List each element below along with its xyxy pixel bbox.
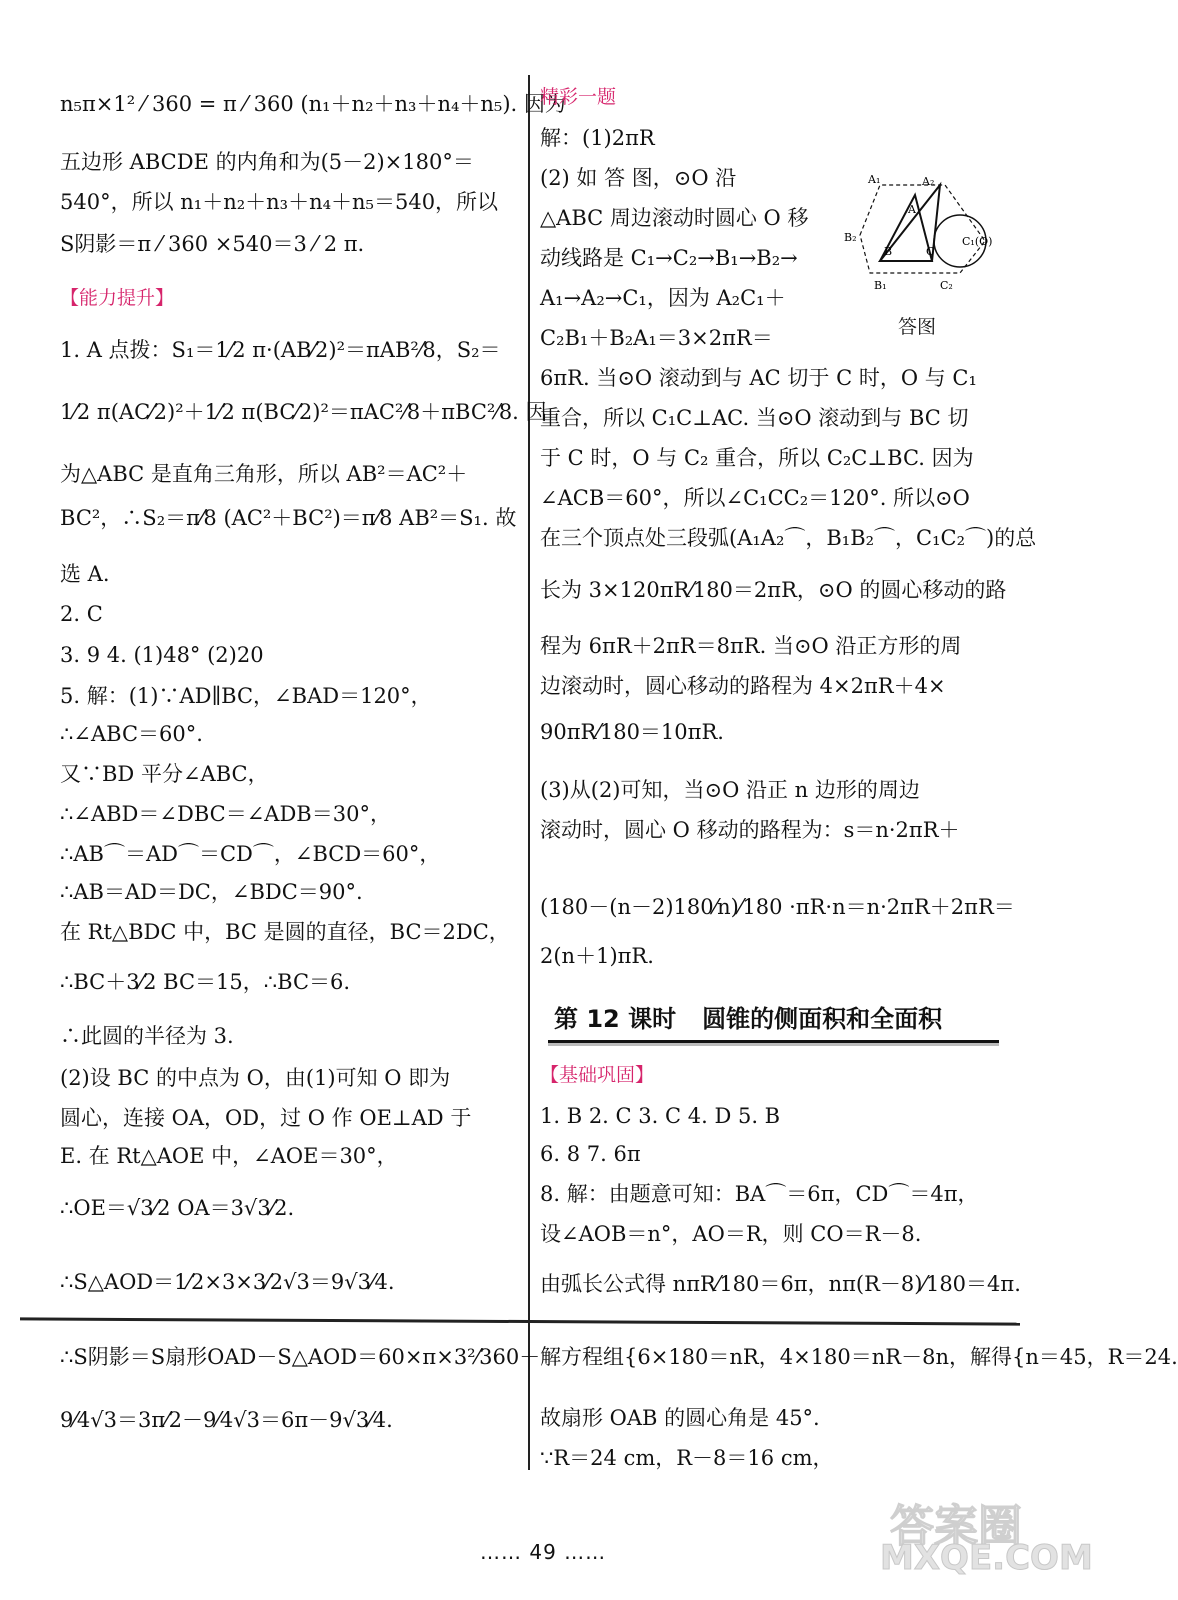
lesson-name: 圆锥的侧面积和全面积 [702,1005,943,1033]
left-line-26: ∴S△AOD＝1⁄2×3×3⁄2√3＝9√3⁄4. [60,1270,395,1294]
right-line-27: 解方程组{6×180＝nR，4×180＝nR－8n，解得{n＝45，R＝24. [540,1345,1178,1369]
right-line-14: 程为 6πR＋2πR＝8πR. 当⊙O 沿正方形的周 [540,634,962,658]
fig-label-c2: C₂ [940,279,953,292]
page-number: …… 49 …… [480,1540,607,1564]
right-line-21: 【基础巩固】 [540,1064,655,1086]
left-line-16: ∴∠ABD＝∠DBC＝∠ADB＝30°， [60,802,391,826]
right-line-28: 故扇形 OAB 的圆心角是 45°. [540,1406,820,1430]
left-line-6: 1. A 点拨：S₁＝1⁄2 π·(AB⁄2)²＝πAB²⁄8，S₂＝ [60,338,501,362]
left-line-9: BC²，∴S₂＝π⁄8 (AC²＋BC²)＝π⁄8 AB²＝S₁. 故 [60,506,517,530]
left-line-20: ∴BC＋3⁄2 BC＝15，∴BC＝6. [60,970,351,994]
lesson-number: 第 12 课时 [554,1005,677,1033]
right-line-7: C₂B₁＋B₂A₁＝3×2πR＝ [540,326,773,350]
left-line-17: ∴AB⌒＝AD⌒＝CD⌒，∠BCD＝60°， [60,842,441,866]
right-line-15: 边滚动时，圆心移动的路程为 4×2πR＋4× [540,674,946,698]
fig-label-a2: A₂ [922,175,935,188]
right-line-18: 滚动时，圆心 O 移动的路程为：s＝n·2πR＋ [540,818,960,842]
fig-label-a1: A₁ [868,173,881,186]
left-line-10: 选 A. [60,562,110,586]
left-line-4: S阴影＝π ⁄ 360 ×540＝3 ⁄ 2 π. [60,232,365,256]
right-line-8: 6πR. 当⊙O 滚动到与 AC 切于 C 时，O 与 C₁ [540,366,977,390]
left-line-24: E. 在 Rt△AOE 中，∠AOE＝30°， [60,1144,398,1168]
fig-label-b: B [884,245,893,258]
right-line-4: △ABC 周边滚动时圆心 O 移 [540,206,809,230]
left-line-13: 5. 解：(1)∵AD∥BC，∠BAD＝120°， [60,684,432,708]
left-line-22: (2)设 BC 的中点为 O，由(1)可知 O 即为 [60,1066,451,1090]
left-line-21: ∴此圆的半径为 3. [60,1024,234,1048]
right-line-5: 动线路是 C₁→C₂→B₁→B₂→ [540,246,798,270]
right-line-17: (3)从(2)可知，当⊙O 沿正 n 边形的周边 [540,778,920,802]
fig-label-c1o: C₁(O) [962,235,993,248]
right-line-1: 精彩一题 [540,86,617,108]
left-line-3: 540°，所以 n₁＋n₂＋n₃＋n₄＋n₅＝540，所以 [60,190,499,214]
watermark-text-cn: 答案圈 [890,1501,1022,1552]
lesson-title [548,998,999,1043]
right-line-11: ∠ACB＝60°，所以∠C₁CC₂＝120°. 所以⊙O [540,486,970,510]
left-line-28: 9⁄4√3＝3π⁄2－9⁄4√3＝6π－9√3⁄4. [60,1408,393,1432]
watermark-text-url: MXQE.COM [880,1538,1093,1578]
left-line-18: ∴AB＝AD＝DC，∠BDC＝90°. [60,880,363,904]
column-divider [528,75,530,1470]
left-line-23: 圆心，连接 OA，OD，过 O 作 OE⊥AD 于 [60,1106,472,1130]
right-line-13: 长为 3×120πR⁄180＝2πR，⊙O 的圆心移动的路 [540,578,1007,602]
left-line-25: ∴OE＝√3⁄2 OA＝3√3⁄2. [60,1196,295,1220]
fig-label-c: C [926,245,935,258]
fig-label-a: A [908,203,916,216]
figure-caption: 答图 [898,316,937,338]
left-line-8: 为△ABC 是直角三角形，所以 AB²＝AC²＋ [60,462,468,486]
left-line-27: ∴S阴影＝S扇形OAD－S△AOD＝60×π×3²⁄360－ [60,1345,541,1369]
right-line-6: A₁→A₂→C₁，因为 A₂C₁＋ [540,286,786,310]
right-line-12: 在三个顶点处三段弧(A₁A₂⌒，B₁B₂⌒，C₁C₂⌒)的总 [540,526,1037,550]
right-line-10: 于 C 时，O 与 C₂ 重合，所以 C₂C⊥BC. 因为 [540,446,974,470]
right-line-26: 由弧长公式得 nπR⁄180＝6π，nπ(R－8)⁄180＝4π. [540,1272,1021,1296]
left-line-5: 【能力提升】 [60,287,175,309]
right-line-22: 1. B 2. C 3. C 4. D 5. B [540,1104,781,1128]
fig-label-b2: B₂ [844,231,857,244]
left-line-11: 2. C [60,602,103,626]
page-fold-line [20,1317,1020,1325]
right-line-24: 8. 解：由题意可知：BA⌒＝6π，CD⌒＝4π， [540,1182,979,1206]
path-dashed [860,185,985,273]
left-line-15: 又∵BD 平分∠ABC， [60,762,269,786]
left-line-12: 3. 9 4. (1)48° (2)20 [60,643,264,667]
right-line-9: 重合，所以 C₁C⊥AC. 当⊙O 滚动到与 BC 切 [540,406,969,430]
left-line-7: 1⁄2 π(AC⁄2)²＋1⁄2 π(BC⁄2)²＝πAC²⁄8＋πBC²⁄8. 因 [60,400,547,424]
right-line-3: (2) 如 答 图，⊙O 沿 [540,166,737,190]
right-line-29: ∵R＝24 cm，R－8＝16 cm， [540,1446,834,1470]
right-line-16: 90πR⁄180＝10πR. [540,720,724,744]
left-line-2: 五边形 ABCDE 的内角和为(5－2)×180°＝ [60,150,474,174]
fig-label-b1: B₁ [874,279,887,292]
right-line-19: (180－(n－2)180⁄n)⁄180 ·πR·n＝n·2πR＋2πR＝ [540,895,1015,919]
answer-figure [840,165,1010,335]
left-line-14: ∴∠ABC＝60°. [60,722,203,746]
left-line-19: 在 Rt△BDC 中，BC 是圆的直径，BC＝2DC， [60,920,510,944]
right-line-2: 解：(1)2πR [540,126,655,150]
right-line-20: 2(n＋1)πR. [540,944,654,968]
right-line-23: 6. 8 7. 6π [540,1142,641,1166]
left-line-1: n₅π×1² ⁄ 360 = π ⁄ 360 (n₁＋n₂＋n₃＋n₄＋n₅). 因为 [60,92,566,116]
watermark-logo [880,1490,1093,1590]
right-line-25: 设∠AOB＝n°，AO＝R，则 CO＝R－8. [540,1222,922,1246]
